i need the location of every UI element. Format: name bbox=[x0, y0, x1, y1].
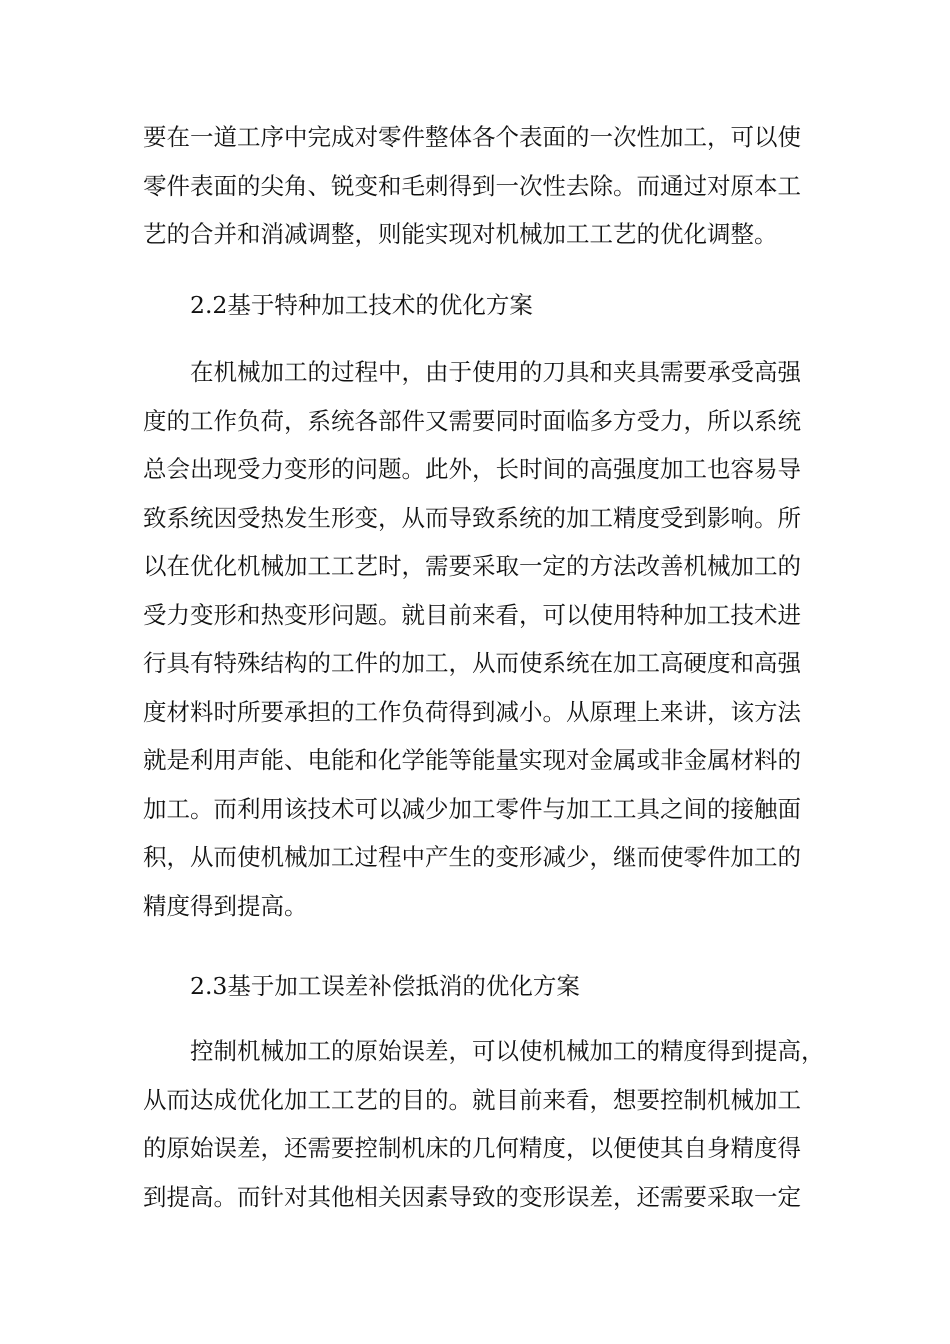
text-line: 行具有特殊结构的工件的加工，从而使系统在加工高硬度和高强 bbox=[143, 649, 801, 677]
text-line: 以在优化机械加工工艺时，需要采取一定的方法改善机械加工的 bbox=[143, 552, 801, 580]
paragraph-continuation bbox=[143, 113, 815, 259]
section-heading-2-2: 2.2基于特种加工技术的优化方案 bbox=[190, 291, 533, 319]
text-line: 到提高。而针对其他相关因素导致的变形误差，还需要采取一定 bbox=[143, 1182, 801, 1211]
text-line: 度材料时所要承担的工作负荷得到减小。从原理上来讲，该方法 bbox=[143, 697, 801, 726]
text-line: 控制机械加工的原始误差，可以使机械加工的精度得到提高， bbox=[190, 1037, 825, 1065]
text-line: 从而达成优化加工工艺的目的。就目前来看，想要控制机械加工 bbox=[143, 1085, 801, 1114]
paragraph-special-machining bbox=[143, 348, 815, 930]
section-heading-2-3: 2.3基于加工误差补偿抵消的优化方案 bbox=[190, 972, 580, 1000]
text-line: 零件表面的尖角、锐变和毛刺得到一次性去除。而通过对原本工 bbox=[143, 171, 801, 200]
text-line: 精度得到提高。 bbox=[143, 891, 308, 920]
text-line: 总会出现受力变形的问题。此外，长时间的高强度加工也容易导 bbox=[143, 455, 801, 483]
text-line: 在机械加工的过程中，由于使用的刀具和夹具需要承受高强 bbox=[190, 358, 801, 386]
text-line: 度的工作负荷，系统各部件又需要同时面临多方受力，所以系统 bbox=[143, 406, 801, 435]
text-line: 艺的合并和消减调整，则能实现对机械加工工艺的优化调整。 bbox=[143, 220, 778, 248]
text-line: 加工。而利用该技术可以减少加工零件与加工工具之间的接触面 bbox=[143, 794, 801, 823]
text-line: 受力变形和热变形问题。就目前来看，可以使用特种加工技术进 bbox=[143, 600, 801, 629]
text-line: 就是利用声能、电能和化学能等能量实现对金属或非金属材料的 bbox=[143, 746, 801, 774]
paragraph-error-compensation bbox=[143, 1027, 825, 1221]
text-line: 积，从而使机械加工过程中产生的变形减少，继而使零件加工的 bbox=[143, 843, 801, 871]
text-line: 致系统因受热发生形变，从而导致系统的加工精度受到影响。所 bbox=[143, 503, 801, 532]
text-line: 要在一道工序中完成对零件整体各个表面的一次性加工，可以使 bbox=[143, 123, 801, 151]
text-line: 的原始误差，还需要控制机床的几何精度，以便使其自身精度得 bbox=[143, 1134, 801, 1162]
